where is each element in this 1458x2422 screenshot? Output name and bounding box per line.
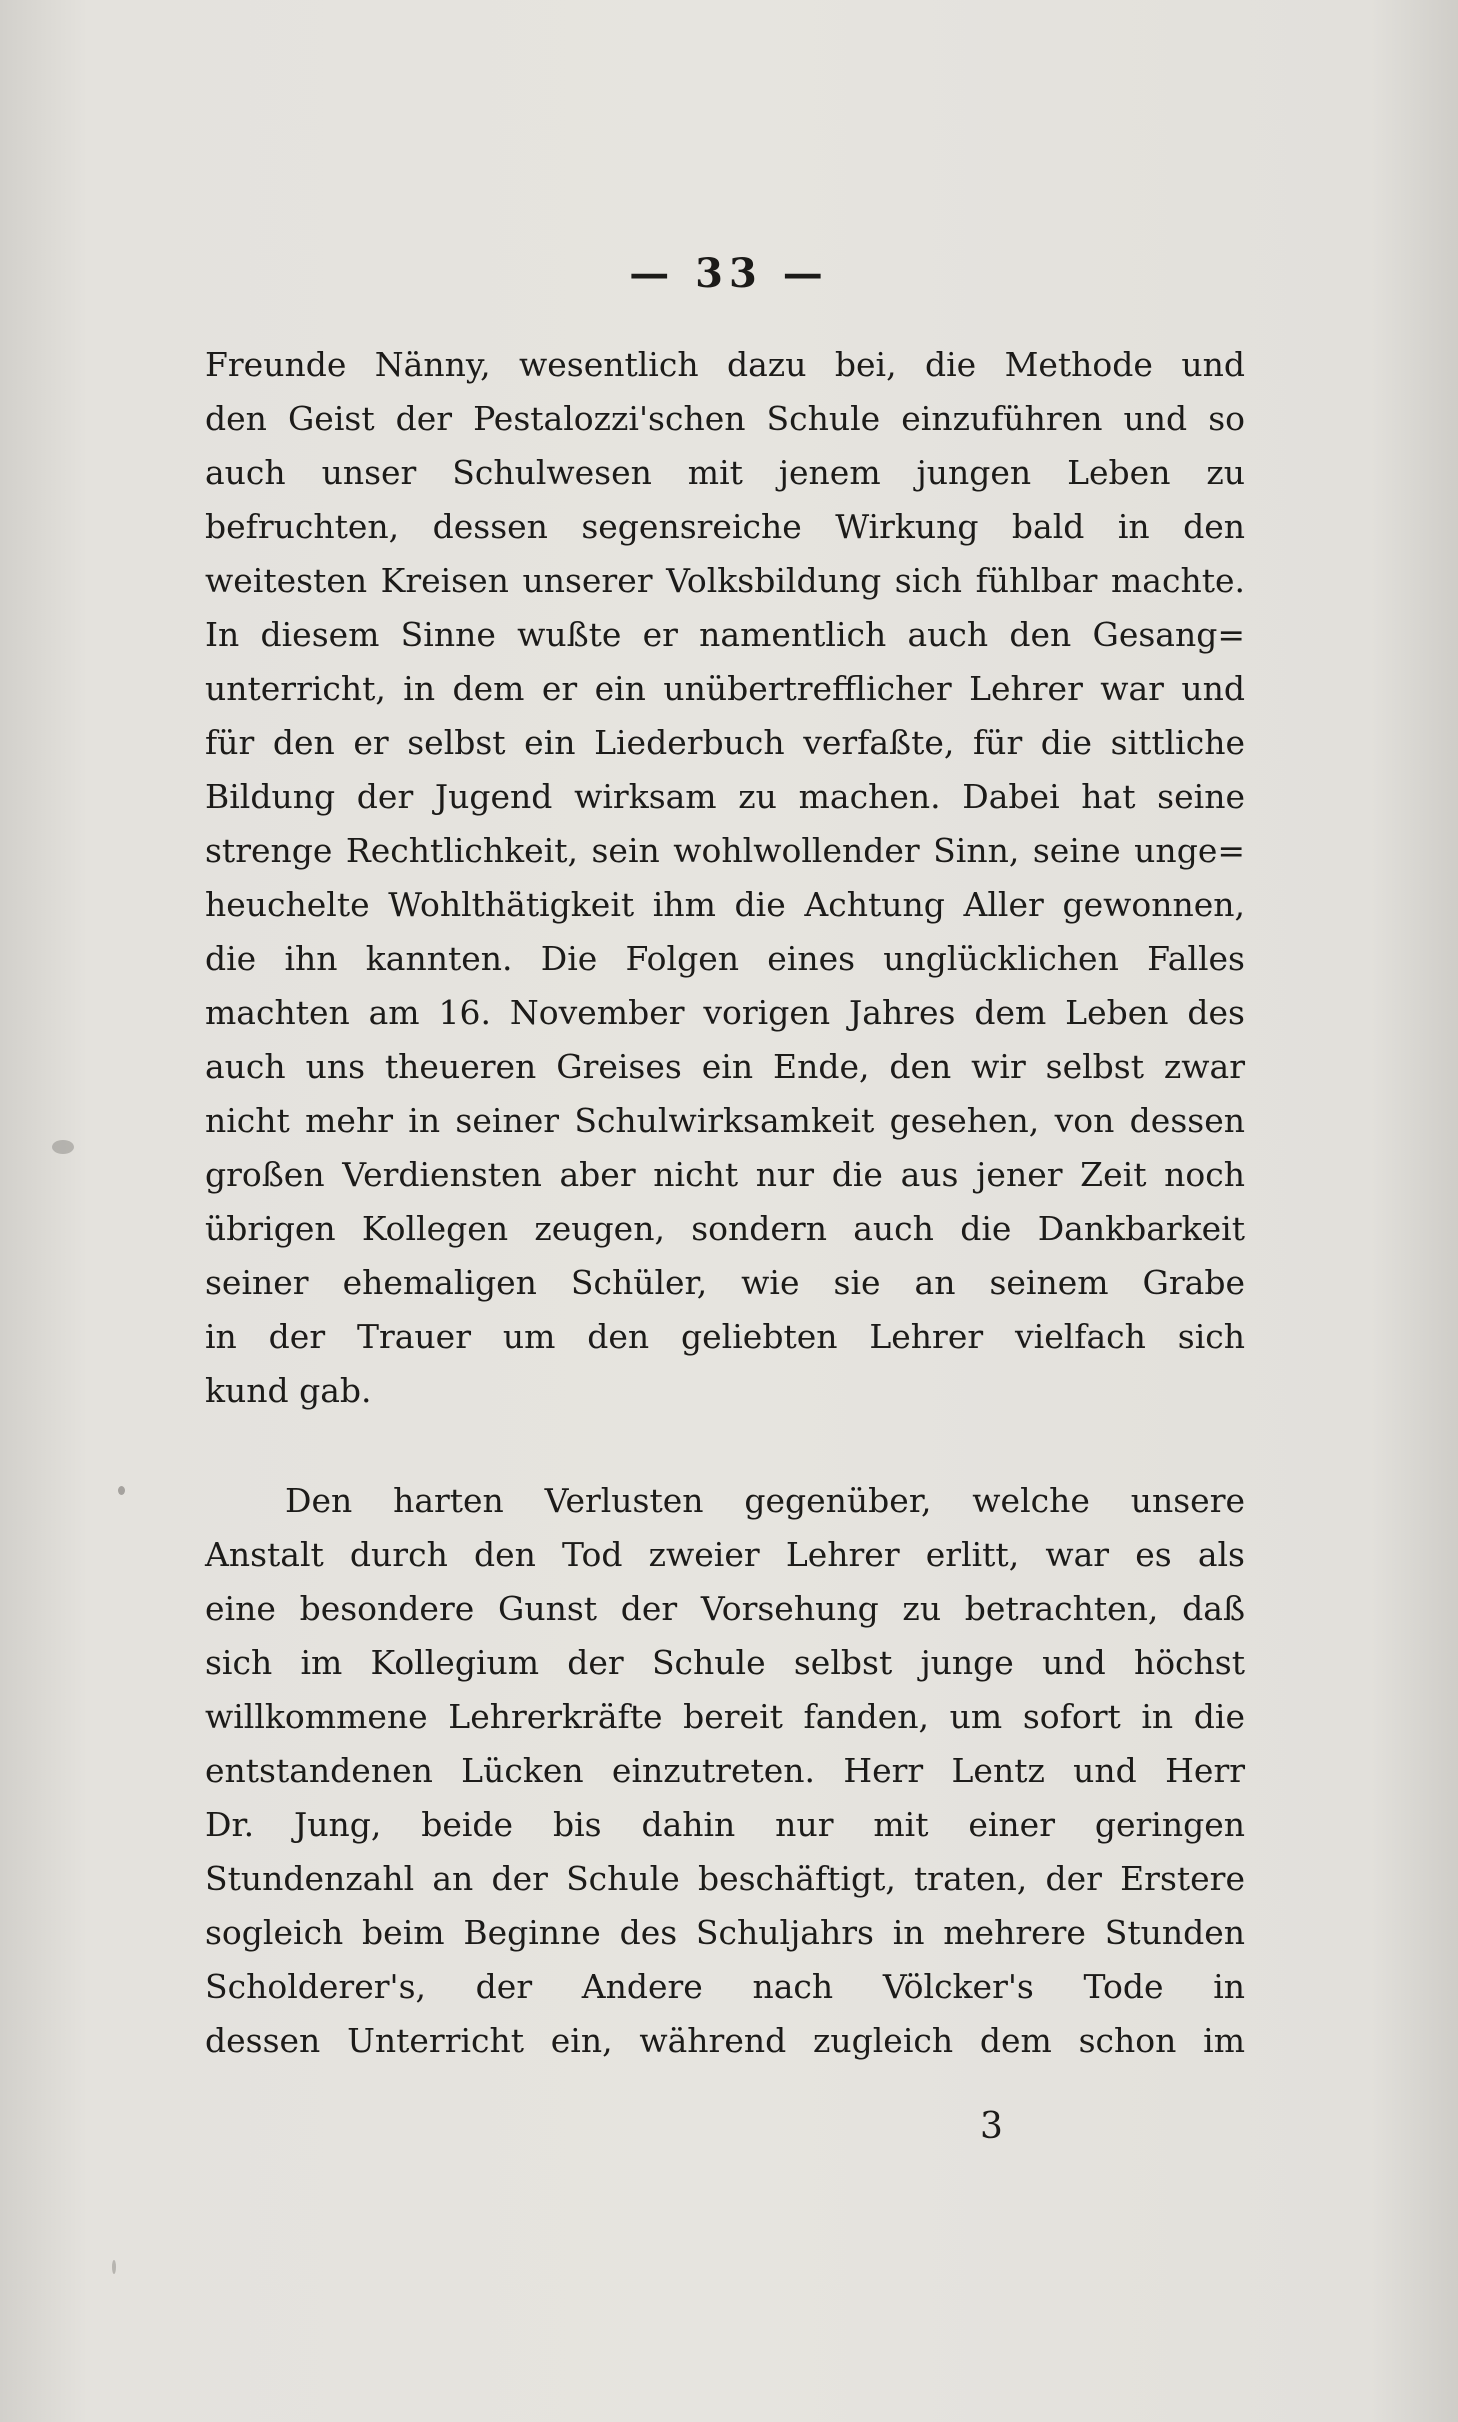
paragraph-2 — [205, 1474, 1245, 2068]
text-line: sogleich beim Beginne des Schuljahrs in mehrere Stunden — [205, 1913, 1245, 1952]
text-line: Bildung der Jugend wirksam zu machen. Dabei hat seine — [205, 777, 1245, 816]
paragraph-gap — [205, 1418, 1245, 1474]
text-line: heuchelte Wohlthätigkeit ihm die Achtung Aller gewonnen, — [205, 885, 1245, 924]
text-line: nicht mehr in seiner Schulwirksamkeit gesehen, von dessen — [205, 1101, 1245, 1140]
paper-speck — [118, 1486, 125, 1495]
text-line: übrigen Kollegen zeugen, sondern auch die Dankbarkeit — [205, 1209, 1245, 1248]
text-line: Stundenzahl an der Schule beschäftigt, traten, der Erstere — [205, 1859, 1245, 1898]
text-line: Scholderer's, der Andere nach Völcker's Tode in — [205, 1967, 1245, 2006]
text-line: Freunde Nänny, wesentlich dazu bei, die Methode und — [205, 345, 1245, 384]
text-line: auch uns theueren Greises ein Ende, den wir selbst zwar — [205, 1047, 1245, 1086]
text-line: seiner ehemaligen Schüler, wie sie an seinem Grabe — [205, 1263, 1245, 1302]
text-line: großen Verdiensten aber nicht nur die aus jener Zeit noch — [205, 1155, 1245, 1194]
page-number-header: — 33 — — [629, 250, 829, 297]
text-line: eine besondere Gunst der Vorsehung zu betrachten, daß — [205, 1589, 1245, 1628]
text-line: die ihn kannten. Die Folgen eines unglücklichen Falles — [205, 939, 1245, 978]
text-line: für den er selbst ein Liederbuch verfaßte, für die sittliche — [205, 723, 1245, 762]
body-text — [205, 338, 1245, 2068]
text-line: entstandenen Lücken einzutreten. Herr Lentz und Herr — [205, 1751, 1245, 1790]
paper-speck — [52, 1140, 74, 1154]
text-line: Dr. Jung, beide bis dahin nur mit einer geringen — [205, 1805, 1245, 1844]
text-line: machten am 16. November vorigen Jahres dem Leben des — [205, 993, 1245, 1032]
paper-speck — [112, 2260, 116, 2274]
text-line: Anstalt durch den Tod zweier Lehrer erlitt, war es als — [205, 1535, 1245, 1574]
text-line: befruchten, dessen segensreiche Wirkung bald in den — [205, 507, 1245, 546]
text-line: kund gab. — [205, 1371, 372, 1410]
signature-mark: 3 — [980, 2106, 1003, 2147]
text-line: den Geist der Pestalozzi'schen Schule einzuführen und so — [205, 399, 1245, 438]
text-line: In diesem Sinne wußte er namentlich auch den Gesang= — [205, 615, 1245, 654]
text-line: strenge Rechtlichkeit, sein wohlwollender Sinn, seine unge= — [205, 831, 1245, 870]
text-line: willkommene Lehrerkräfte bereit fanden, um sofort in die — [205, 1697, 1245, 1736]
text-line: dessen Unterricht ein, während zugleich dem schon im — [205, 2021, 1245, 2060]
text-line: Den harten Verlusten gegenüber, welche unsere — [285, 1481, 1245, 1520]
text-line: sich im Kollegium der Schule selbst junge und höchst — [205, 1643, 1245, 1682]
text-line: weitesten Kreisen unserer Volksbildung sich fühlbar machte. — [205, 561, 1245, 600]
text-line: auch unser Schulwesen mit jenem jungen Leben zu — [205, 453, 1245, 492]
text-line: unterricht, in dem er ein unübertrefflicher Lehrer war und — [205, 669, 1245, 708]
paragraph-1 — [205, 338, 1245, 1418]
text-line: in der Trauer um den geliebten Lehrer vielfach sich — [205, 1317, 1245, 1356]
